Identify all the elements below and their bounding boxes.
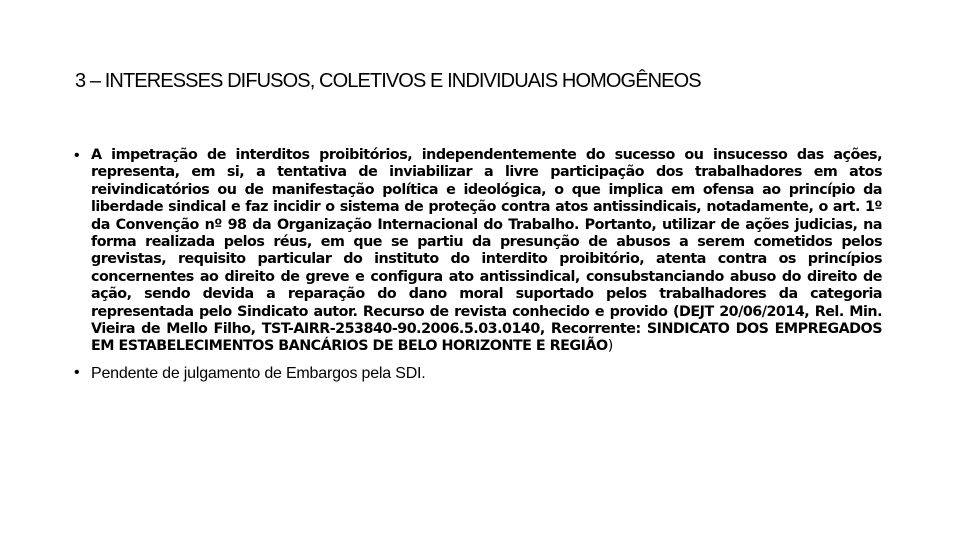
bullet-item-court-ruling [74,147,882,356]
pending-embargos-text: Pendente de julgamento de Embargos pela SDI. [91,364,426,382]
bullet-marker-icon: • [74,363,80,381]
court-ruling-text [91,147,882,356]
bullet-list [74,147,882,384]
court-ruling-closing-paren: ) [607,338,613,355]
court-ruling-body: A impetração de interditos proibitórios, independentemente do sucesso ou insucesso das ações, representa, em si, a tentativa de inviabilizar a livre participação dos trabalhadores em atos reivindicatórios ou de manifestação política e ideológica, o que implica em ofensa ao princípio da liberdade sindical e faz incidir o sistema de proteção contra atos antissindicais, notadamente, o art. 1º da Convenção nº 98 da Organização Internacional do Trabalho. Portanto, utilizar de ações judicias, na forma realizada pelos réus, em que se partiu da presunção de abusos a serem cometidos pelos grevistas, requisito particular do instituto do interdito proibitório, atenta contra os princípios concernentes ao direito de greve e configura ato antissindical, consubstanciando abuso do direito de ação, sendo devida a reparação do dano moral suportado pelos trabalhadores da categoria representada pelo Sindicato autor. Recurso de revista conhecido e provido (DEJT 20/06/2014, Rel. Min. Vieira de Mello Filho, TST-AIRR-253840-90.2006.5.03.0140, Recorrente: SINDICATO DOS EMPREGADOS EM ESTABELECIMENTOS BANCÁRIOS DE BELO HORIZONTE E REGIÃO [91,147,882,355]
bullet-item-pending-embargos [74,364,882,384]
bullet-marker-icon: • [74,147,80,164]
slide-title: 3 – INTERESSES DIFUSOS, COLETIVOS E INDIVIDUAIS HOMOGÊNEOS [75,70,701,92]
